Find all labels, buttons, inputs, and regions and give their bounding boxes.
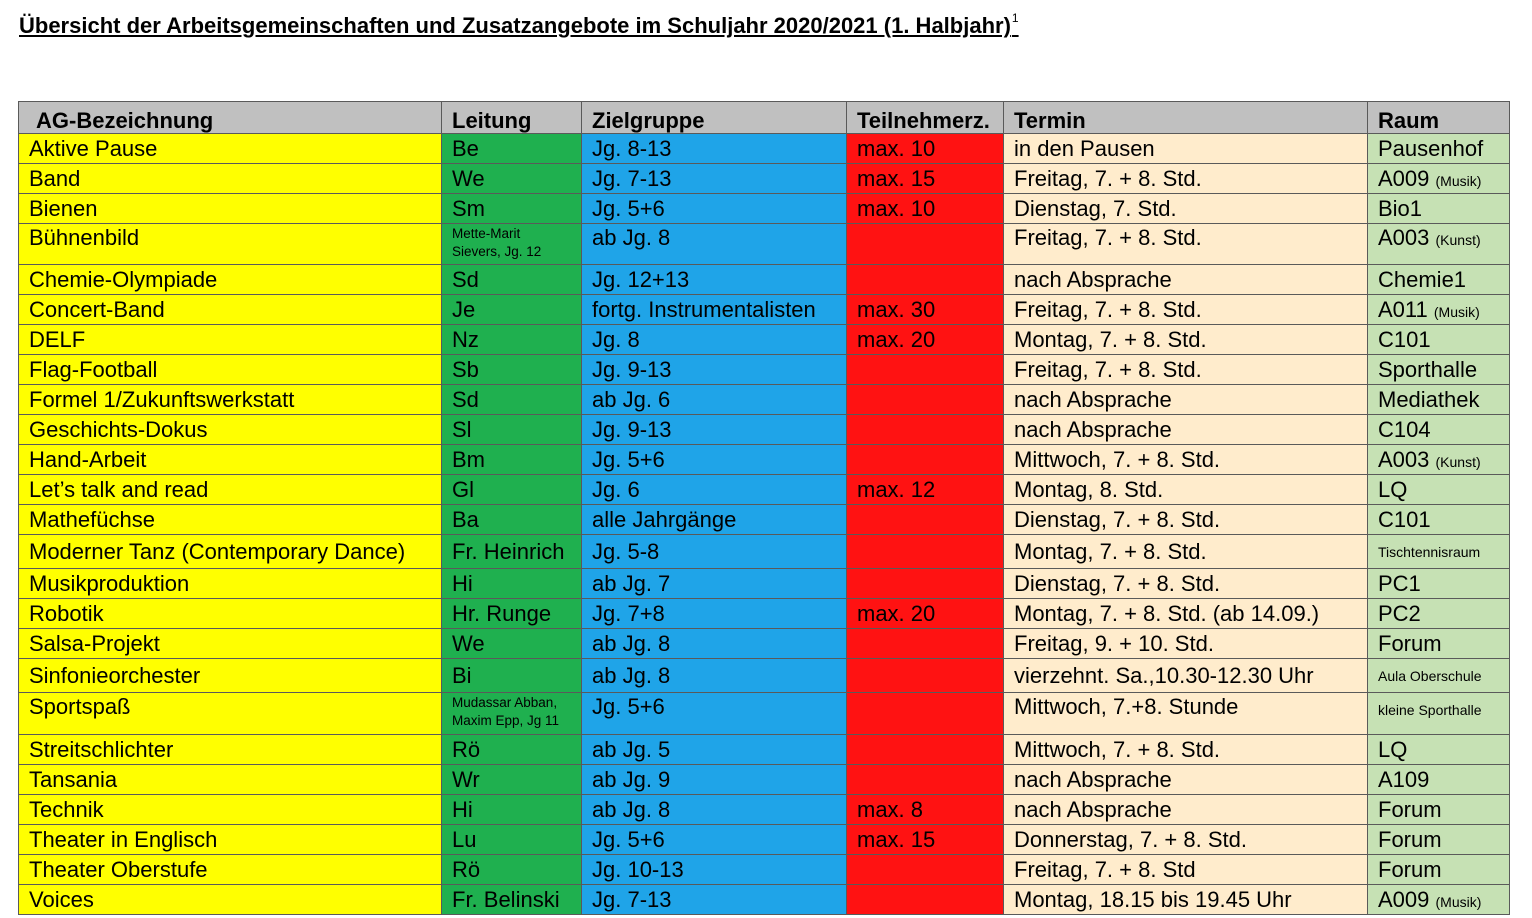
lead-cell: Sm	[442, 194, 582, 224]
participants-cell	[847, 445, 1004, 475]
ag-table	[18, 101, 1510, 915]
term-cell: nach Absprache	[1004, 265, 1368, 295]
group-cell: Jg. 12+13	[582, 265, 847, 295]
table-row	[19, 134, 1510, 164]
room-text: Pausenhof	[1378, 135, 1484, 161]
participants-cell	[847, 535, 1004, 569]
table-row	[19, 355, 1510, 385]
header-ag-name: AG-Bezeichnung	[19, 102, 442, 134]
table-row	[19, 659, 1510, 693]
participants-cell: max. 20	[847, 325, 1004, 355]
participants-cell: max. 30	[847, 295, 1004, 325]
participants-cell: max. 12	[847, 475, 1004, 505]
ag-name-cell: Streitschlichter	[19, 735, 442, 765]
room-small-text: kleine Sporthalle	[1378, 702, 1482, 718]
lead-small-line: Sievers, Jg. 12	[452, 243, 542, 259]
room-cell	[1368, 795, 1510, 825]
lead-cell: We	[442, 629, 582, 659]
ag-name-cell: DELF	[19, 325, 442, 355]
table-row	[19, 265, 1510, 295]
lead-cell: Sl	[442, 415, 582, 445]
room-text: A003	[1378, 225, 1430, 250]
participants-cell	[847, 224, 1004, 265]
ag-name-cell: Aktive Pause	[19, 134, 442, 164]
room-cell	[1368, 355, 1510, 385]
group-cell: Jg. 5-8	[582, 535, 847, 569]
table-row	[19, 295, 1510, 325]
term-cell: Montag, 8. Std.	[1004, 475, 1368, 505]
term-cell: Mittwoch, 7. + 8. Std.	[1004, 735, 1368, 765]
ag-name-cell: Voices	[19, 885, 442, 915]
group-cell: ab Jg. 5	[582, 735, 847, 765]
term-cell: nach Absprache	[1004, 765, 1368, 795]
room-text: Chemie1	[1378, 266, 1467, 292]
table-row	[19, 735, 1510, 765]
room-cell	[1368, 629, 1510, 659]
term-cell: Montag, 7. + 8. Std.	[1004, 535, 1368, 569]
room-cell	[1368, 164, 1510, 194]
ag-name-cell: Sinfonieorchester	[19, 659, 442, 693]
room-small-text: Tischtennisraum	[1378, 544, 1481, 560]
table-row	[19, 765, 1510, 795]
table-row	[19, 224, 1510, 265]
header-participants: Teilnehmerz.	[847, 102, 1004, 134]
room-text: C101	[1378, 506, 1431, 532]
lead-cell: Lu	[442, 825, 582, 855]
term-cell: nach Absprache	[1004, 385, 1368, 415]
ag-name-cell: Theater in Englisch	[19, 825, 442, 855]
room-text: A011	[1378, 296, 1428, 322]
ag-name-cell: Geschichts-Dokus	[19, 415, 442, 445]
term-cell: Montag, 7. + 8. Std. (ab 14.09.)	[1004, 599, 1368, 629]
room-note: (Musik)	[1435, 172, 1482, 189]
room-text: Forum	[1378, 856, 1442, 882]
ag-name-cell: Robotik	[19, 599, 442, 629]
table-row	[19, 693, 1510, 735]
participants-cell	[847, 885, 1004, 915]
room-text: LQ	[1378, 476, 1408, 502]
table-row	[19, 569, 1510, 599]
table-row	[19, 599, 1510, 629]
ag-name-cell: Bienen	[19, 194, 442, 224]
ag-name-cell: Concert-Band	[19, 295, 442, 325]
lead-cell: Fr. Heinrich	[442, 535, 582, 569]
room-text: Mediathek	[1378, 386, 1480, 412]
table-row	[19, 325, 1510, 355]
term-cell: in den Pausen	[1004, 134, 1368, 164]
lead-small-line: Maxim Epp, Jg 11	[452, 712, 560, 728]
room-cell	[1368, 825, 1510, 855]
term-cell: Donnerstag, 7. + 8. Std.	[1004, 825, 1368, 855]
participants-cell	[847, 505, 1004, 535]
group-cell: Jg. 5+6	[582, 825, 847, 855]
ag-name-cell: Let’s talk and read	[19, 475, 442, 505]
group-cell: Jg. 5+6	[582, 194, 847, 224]
room-note: (Kunst)	[1435, 232, 1481, 248]
ag-name-cell: Salsa-Projekt	[19, 629, 442, 659]
participants-cell	[847, 415, 1004, 445]
room-cell	[1368, 385, 1510, 415]
lead-cell: Sd	[442, 385, 582, 415]
ag-name-cell: Tansania	[19, 765, 442, 795]
group-cell: Jg. 8-13	[582, 134, 847, 164]
term-cell: Dienstag, 7. + 8. Std.	[1004, 569, 1368, 599]
header-term: Termin	[1004, 102, 1368, 134]
room-cell	[1368, 569, 1510, 599]
header-lead: Leitung	[442, 102, 582, 134]
group-cell: Jg. 7+8	[582, 599, 847, 629]
table-row	[19, 795, 1510, 825]
room-text: PC2	[1378, 600, 1421, 626]
room-cell	[1368, 194, 1510, 224]
room-cell	[1368, 855, 1510, 885]
term-cell: Dienstag, 7. Std.	[1004, 194, 1368, 224]
lead-cell: Sd	[442, 265, 582, 295]
ag-name-cell: Musikproduktion	[19, 569, 442, 599]
group-cell: ab Jg. 8	[582, 629, 847, 659]
room-cell	[1368, 659, 1510, 693]
room-small-text: Aula Oberschule	[1378, 668, 1482, 684]
room-cell	[1368, 475, 1510, 505]
table-row	[19, 445, 1510, 475]
lead-cell: Nz	[442, 325, 582, 355]
table-row	[19, 535, 1510, 569]
ag-name-cell: Theater Oberstufe	[19, 855, 442, 885]
participants-cell	[847, 765, 1004, 795]
group-cell: Jg. 5+6	[582, 693, 847, 735]
group-cell: Jg. 7-13	[582, 885, 847, 915]
room-text: A009	[1378, 165, 1430, 191]
room-cell	[1368, 735, 1510, 765]
ag-name-cell: Band	[19, 164, 442, 194]
lead-cell: Bm	[442, 445, 582, 475]
group-cell: Jg. 6	[582, 475, 847, 505]
lead-cell: Wr	[442, 765, 582, 795]
room-text: Forum	[1378, 630, 1442, 656]
table-body	[19, 134, 1510, 915]
room-cell	[1368, 445, 1510, 475]
room-cell	[1368, 134, 1510, 164]
room-cell	[1368, 599, 1510, 629]
page-title	[19, 13, 1019, 39]
participants-cell: max. 15	[847, 825, 1004, 855]
lead-small-line: Mudassar Abban,	[452, 695, 558, 710]
lead-cell: Je	[442, 295, 582, 325]
room-text: C101	[1378, 326, 1431, 352]
term-cell: nach Absprache	[1004, 795, 1368, 825]
group-cell: Jg. 10-13	[582, 855, 847, 885]
room-cell	[1368, 295, 1510, 325]
lead-cell	[442, 224, 582, 265]
group-cell: ab Jg. 8	[582, 659, 847, 693]
term-cell: Mittwoch, 7. + 8. Std.	[1004, 445, 1368, 475]
room-text: PC1	[1378, 570, 1421, 596]
ag-name-cell: Flag-Football	[19, 355, 442, 385]
header-group: Zielgruppe	[582, 102, 847, 134]
group-cell: Jg. 9-13	[582, 415, 847, 445]
room-cell	[1368, 325, 1510, 355]
lead-cell: Hi	[442, 795, 582, 825]
term-cell: Freitag, 7. + 8. Std.	[1004, 295, 1368, 325]
table-row	[19, 629, 1510, 659]
participants-cell	[847, 569, 1004, 599]
term-cell: vierzehnt. Sa.,10.30-12.30 Uhr	[1004, 659, 1368, 693]
ag-name-cell: Formel 1/Zukunftswerkstatt	[19, 385, 442, 415]
table-row	[19, 194, 1510, 224]
room-note: (Musik)	[1433, 303, 1480, 320]
room-cell	[1368, 224, 1510, 265]
ag-name-cell: Moderner Tanz (Contemporary Dance)	[19, 535, 442, 569]
room-cell	[1368, 265, 1510, 295]
lead-cell: Sb	[442, 355, 582, 385]
group-cell: alle Jahrgänge	[582, 505, 847, 535]
table-row	[19, 825, 1510, 855]
group-cell: Jg. 5+6	[582, 445, 847, 475]
participants-cell: max. 10	[847, 134, 1004, 164]
lead-cell: We	[442, 164, 582, 194]
room-cell	[1368, 505, 1510, 535]
participants-cell	[847, 855, 1004, 885]
term-cell: Freitag, 7. + 8. Std.	[1004, 355, 1368, 385]
participants-cell: max. 8	[847, 795, 1004, 825]
group-cell: fortg. Instrumentalisten	[582, 295, 847, 325]
lead-cell: Fr. Belinski	[442, 885, 582, 915]
term-cell: Freitag, 7. + 8. Std	[1004, 855, 1368, 885]
title-text: Übersicht der Arbeitsgemeinschaften und Zusatzangebote im Schuljahr 2020/2021 (1. Halbjahr)	[19, 13, 1011, 38]
table-row	[19, 475, 1510, 505]
participants-cell	[847, 629, 1004, 659]
header-room: Raum	[1368, 102, 1510, 134]
room-cell	[1368, 415, 1510, 445]
group-cell: Jg. 8	[582, 325, 847, 355]
ag-name-cell: Mathefüchse	[19, 505, 442, 535]
footnote-marker: 1	[1011, 11, 1019, 25]
lead-cell: Bi	[442, 659, 582, 693]
participants-cell	[847, 265, 1004, 295]
term-cell: nach Absprache	[1004, 415, 1368, 445]
term-cell: Montag, 18.15 bis 19.45 Uhr	[1004, 885, 1368, 915]
participants-cell	[847, 355, 1004, 385]
table-row	[19, 505, 1510, 535]
room-text: Bio1	[1378, 195, 1423, 221]
room-cell	[1368, 885, 1510, 915]
room-cell	[1368, 535, 1510, 569]
participants-cell: max. 20	[847, 599, 1004, 629]
room-text: LQ	[1378, 736, 1408, 762]
table-row	[19, 855, 1510, 885]
participants-cell	[847, 693, 1004, 735]
lead-cell	[442, 693, 582, 735]
ag-name-cell: Bühnenbild	[19, 224, 442, 265]
group-cell: ab Jg. 8	[582, 795, 847, 825]
table-row	[19, 415, 1510, 445]
lead-small-line: Mette-Marit	[452, 226, 521, 241]
term-cell: Freitag, 9. + 10. Std.	[1004, 629, 1368, 659]
ag-name-cell: Chemie-Olympiade	[19, 265, 442, 295]
lead-cell: Rö	[442, 735, 582, 765]
ag-name-cell: Sportspaß	[19, 693, 442, 735]
term-cell: Freitag, 7. + 8. Std.	[1004, 224, 1368, 265]
room-text: A009	[1378, 886, 1430, 912]
room-text: C104	[1378, 416, 1431, 442]
lead-cell: Rö	[442, 855, 582, 885]
ag-name-cell: Hand-Arbeit	[19, 445, 442, 475]
participants-cell: max. 10	[847, 194, 1004, 224]
lead-cell: Gl	[442, 475, 582, 505]
room-text: Sporthalle	[1378, 356, 1478, 382]
table-row	[19, 385, 1510, 415]
room-text: Forum	[1378, 796, 1442, 822]
participants-cell	[847, 659, 1004, 693]
lead-cell: Hr. Runge	[442, 599, 582, 629]
table-header-row	[19, 102, 1510, 134]
room-cell	[1368, 693, 1510, 735]
room-cell	[1368, 765, 1510, 795]
group-cell: ab Jg. 9	[582, 765, 847, 795]
term-cell: Freitag, 7. + 8. Std.	[1004, 164, 1368, 194]
room-text: A109	[1378, 766, 1430, 792]
room-text: Forum	[1378, 826, 1442, 852]
lead-cell: Be	[442, 134, 582, 164]
group-cell: ab Jg. 7	[582, 569, 847, 599]
group-cell: Jg. 7-13	[582, 164, 847, 194]
group-cell: ab Jg. 6	[582, 385, 847, 415]
room-note: (Musik)	[1435, 893, 1482, 910]
group-cell: Jg. 9-13	[582, 355, 847, 385]
participants-cell: max. 15	[847, 164, 1004, 194]
room-note: (Kunst)	[1435, 453, 1481, 470]
participants-cell	[847, 385, 1004, 415]
lead-cell: Ba	[442, 505, 582, 535]
room-text: A003	[1378, 446, 1430, 472]
ag-name-cell: Technik	[19, 795, 442, 825]
term-cell: Dienstag, 7. + 8. Std.	[1004, 505, 1368, 535]
term-cell: Mittwoch, 7.+8. Stunde	[1004, 693, 1368, 735]
participants-cell	[847, 735, 1004, 765]
term-cell: Montag, 7. + 8. Std.	[1004, 325, 1368, 355]
lead-cell: Hi	[442, 569, 582, 599]
table-row	[19, 164, 1510, 194]
table-row	[19, 885, 1510, 915]
group-cell: ab Jg. 8	[582, 224, 847, 265]
